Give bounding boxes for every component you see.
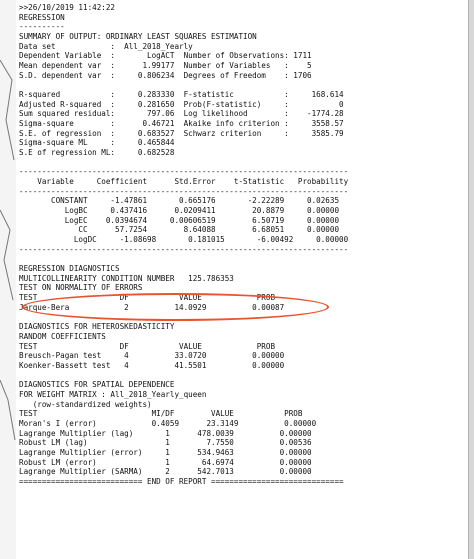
report-line: =========================== END OF REPORT ============================= — [19, 476, 344, 486]
report-line: CC 57.7254 8.64088 6.68051 0.00000 — [19, 225, 340, 235]
report-line: Variable Coefficient Std.Error t-Statistic Probability — [19, 177, 349, 187]
report-line: MULTICOLLINEARITY CONDITION NUMBER 125.786353 — [19, 273, 234, 283]
report-line: Koenker-Bassett test 4 41.5501 0.00000 — [19, 360, 285, 370]
report-line: LogDC -1.08698 0.181015 -6.00492 0.00000 — [19, 235, 349, 245]
regression-report-text — [16, 0, 468, 487]
report-line: ------------------------------------------------------------------------ — [19, 167, 349, 177]
window-edge — [468, 0, 474, 559]
report-line: Robust LM (error) 1 64.6974 0.00000 — [19, 457, 312, 467]
report-line: Mean dependent var : 1.99177 Number of Variables : 5 — [19, 61, 312, 71]
report-line: TEST ON NORMALITY OF ERRORS — [19, 283, 143, 293]
report-line: SUMMARY OF OUTPUT: ORDINARY LEAST SQUARES ESTIMATION — [19, 32, 257, 42]
report-line: (row-standardized weights) — [19, 399, 152, 409]
report-line: FOR WEIGHT MATRIX : All_2018_Yearly_queen — [19, 389, 207, 399]
report-line: S.E. of regression : 0.683527 Schwarz criterion : 3585.79 — [19, 128, 344, 138]
map-boundary-lines — [0, 0, 16, 559]
report-line: ---------- — [19, 22, 65, 32]
report-line: DIAGNOSTICS FOR SPATIAL DEPENDENCE — [19, 380, 175, 390]
report-line: TEST DF VALUE PROB — [19, 293, 276, 303]
report-line: LogBC 0.437416 0.0209411 20.8879 0.00000 — [19, 206, 340, 216]
report-line: Sum squared residual: 797.06 Log likelihood : -1774.28 — [19, 109, 344, 119]
report-line: REGRESSION — [19, 12, 65, 22]
report-line: TEST DF VALUE PROB — [19, 341, 276, 351]
report-line: Lagrange Multiplier (error) 1 534.9463 0.00000 — [19, 447, 312, 457]
report-line: ------------------------------------------------------------------------ — [19, 186, 349, 196]
report-line: CONSTANT -1.47861 0.665176 -2.22289 0.02635 — [19, 196, 340, 206]
map-panel-edge — [0, 0, 17, 559]
report-line: TEST MI/DF VALUE PROB — [19, 409, 303, 419]
report-line: Sigma-square : 0.46721 Akaike info criterion : 3558.57 — [19, 119, 344, 129]
report-line: Robust LM (lag) 1 7.7550 0.00536 — [19, 438, 312, 448]
report-line: RANDOM COEFFICIENTS — [19, 331, 106, 341]
report-line: ------------------------------------------------------------------------ — [19, 244, 349, 254]
report-line: Moran's I (error) 0.4059 23.3149 0.00000 — [19, 418, 317, 428]
report-line: REGRESSION DIAGNOSTICS — [19, 264, 120, 274]
report-line: Adjusted R-squared : 0.281650 Prob(F-statistic) : 0 — [19, 99, 344, 109]
report-line: Data set : All_2018_Yearly — [19, 41, 193, 51]
report-line: S.D. dependent var : 0.806234 Degrees of Freedom : 1706 — [19, 70, 312, 80]
report-line: Lagrange Multiplier (SARMA) 2 542.7013 0.00000 — [19, 467, 312, 477]
report-line: LogEC 0.0394674 0.00606519 6.50719 0.00000 — [19, 215, 340, 225]
report-line: R-squared : 0.283330 F-statistic : 168.614 — [19, 90, 344, 100]
report-line: Sigma-square ML : 0.465844 — [19, 138, 175, 148]
regression-report-window — [16, 0, 468, 559]
report-line: Jarque-Bera 2 14.0929 0.00087 — [19, 302, 285, 312]
report-line: DIAGNOSTICS FOR HETEROSKEDASTICITY — [19, 322, 175, 332]
report-line: S.E of regression ML: 0.682528 — [19, 148, 175, 158]
report-line: Lagrange Multiplier (lag) 1 478.0039 0.00000 — [19, 428, 312, 438]
report-line: Breusch-Pagan test 4 33.0720 0.00000 — [19, 351, 285, 361]
report-line: Dependent Variable : LogACT Number of Observations: 1711 — [19, 51, 312, 61]
report-line: >>26/10/2019 11:42:22 — [19, 3, 116, 12]
